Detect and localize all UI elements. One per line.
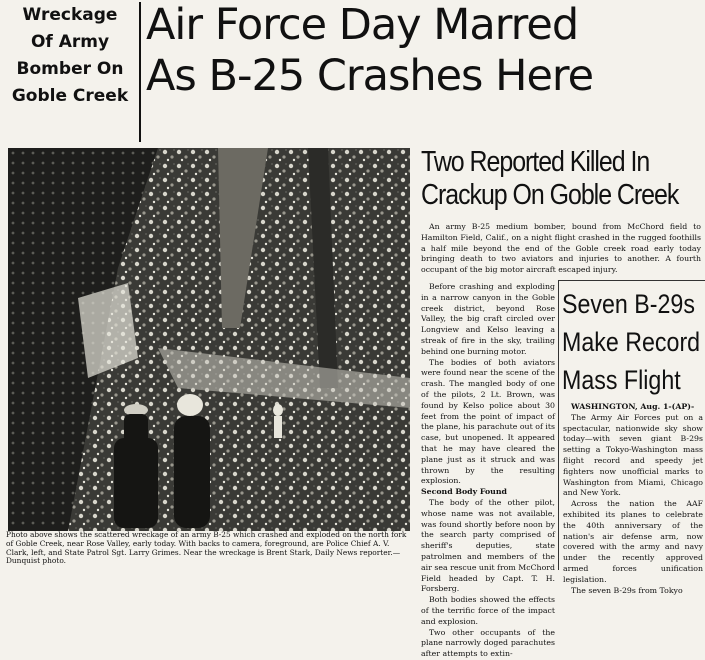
story1-headline-line2: Crackup On Goble Creek xyxy=(421,179,679,211)
kicker-line: Wreckage xyxy=(22,5,118,25)
story2-dateline: WASHINGTON, Aug. 1-(AP)- xyxy=(571,402,695,411)
story2-paragraph: Across the nation the AAF exhibited its planes to celebrate the 40th anniversary of the nation's air defense arm, now covered with the army and navy under the recently approved armed forces unification legislation. xyxy=(563,499,703,584)
kicker-line: Bomber On xyxy=(16,59,124,79)
story2-column xyxy=(563,402,703,596)
kicker-line: Of Army xyxy=(30,32,110,52)
story1-lead-paragraph: An army B-25 medium bomber, bound from McChord field to Hamilton Field, Calif., on a night flight crashed in the rugged foothills a half mile beyond the end of the Goble creek road early today bringing death to two aviators and injuries to another. A fourth occupant of the big motor aircraft escaped injury. xyxy=(421,222,701,275)
banner-headline-line2: As B-25 Crashes Here xyxy=(146,51,594,101)
wreckage-photo xyxy=(8,148,410,531)
banner-headline-line1: Air Force Day Marred xyxy=(146,0,579,50)
story2-paragraph: The seven B-29s from Tokyo xyxy=(571,585,683,595)
story2-box-top-rule xyxy=(558,280,705,281)
story2-paragraph: The Army Air Forces put on a spectacular, nationwide sky show today—with seven giant B-29s setting a Tokyo-Washington mass flight record and speedy jet fighters now unofficial marks to Washington from Miami, Chicago and New York. xyxy=(563,412,703,498)
story1-paragraph: Before crashing and exploding in a narrow canyon in the Goble creek district, beyond Rose Valley, the big craft circled over Longview and Kelso leaving a streak of fire in the sky, trailing behind one burning motor. xyxy=(421,282,555,356)
story1-lead xyxy=(421,222,701,276)
story2-headline-line2: Make Record xyxy=(562,327,701,357)
story1-headline xyxy=(421,146,679,212)
story1-subhead: Second Body Found xyxy=(421,487,507,497)
story1-paragraph: Both bodies showed the effects of the terrific force of the impact and explosion. xyxy=(421,595,555,626)
banner-headline xyxy=(146,0,705,102)
story1-paragraph: The bodies of both aviators were found near the scene of the crash. The mangled body of one of the pilots, 2 Lt. Brown, was found by Kelso police about 30 feet from the point of impact of the plane, his parachute out of its case, but unopened. It appeared that he may have cleared the plane just as it struck and was thrown by the resulting explosion. xyxy=(421,357,555,486)
column-divider xyxy=(139,2,141,142)
kicker-line: Goble Creek xyxy=(11,86,129,106)
story2-box-left-rule xyxy=(558,280,559,570)
story2-headline-line3: Mass Flight xyxy=(562,365,681,395)
story1-paragraph: The body of the other pilot, whose name was not available, was found shortly before noon by the search party comprised of sheriff's deputies, state patrolmen and members of the air sea rescue unit from McChord Field headed by Capt. T. H. Forsberg. xyxy=(421,497,555,594)
kicker-headline xyxy=(2,2,138,126)
story2-headline xyxy=(562,285,701,399)
photo-caption: Photo above shows the scattered wreckage of an army B-25 which crashed and exploded on the north fork of Goble Creek, near Rose Valley, early today. With backs to camera, foreground, are Police Chief A. V. Clark, left, and State Patrol Sgt. Larry Grimes. Near the wreckage is Brent Stark, Daily News reporter.—Dunquist photo. xyxy=(6,530,407,566)
story1-headline-line1: Two Reported Killed In xyxy=(421,146,650,178)
story2-headline-line1: Seven B-29s xyxy=(562,289,695,319)
story1-column xyxy=(421,282,555,660)
story1-paragraph: Two other occupants of the plane narrowly doged parachutes after attempts to extin- xyxy=(421,627,555,659)
